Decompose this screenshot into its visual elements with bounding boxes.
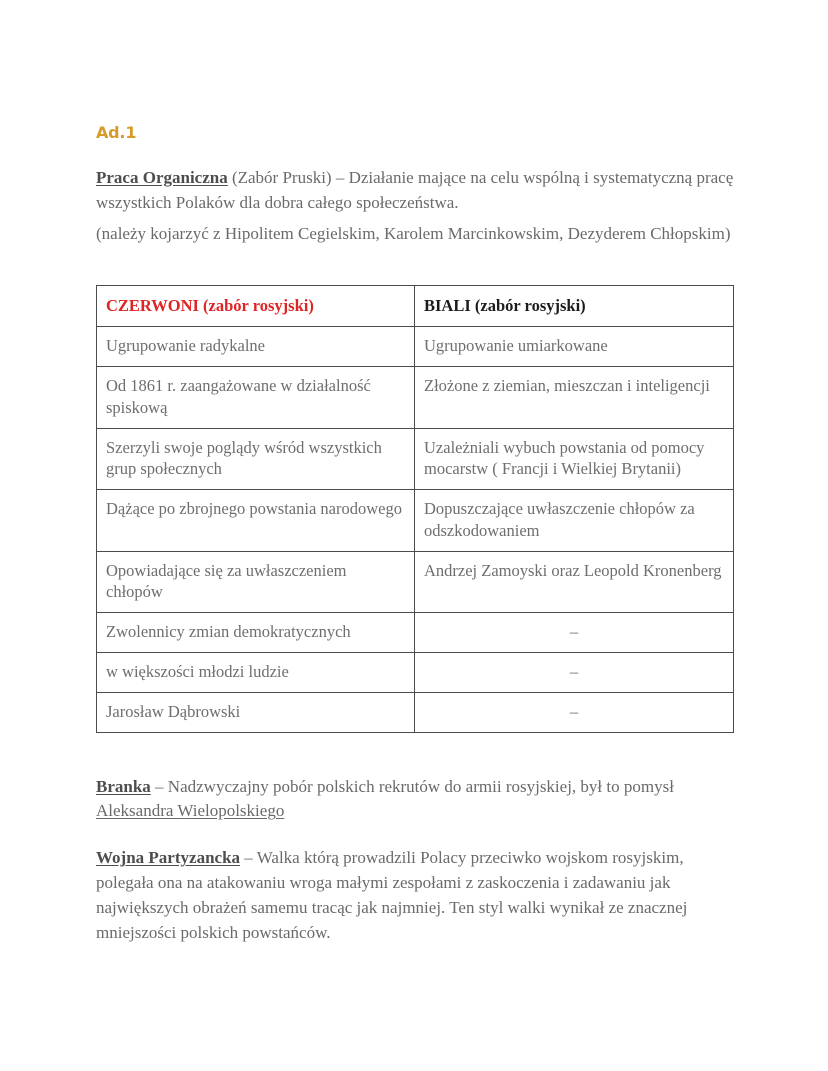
document-content	[96, 124, 736, 946]
section-heading-ad1: Ad.1	[96, 123, 137, 142]
bottom-definitions	[96, 775, 736, 947]
table-cell-left: Dążące po zbrojnego powstania narodowego	[97, 490, 415, 552]
table-cell-right: Dopuszczające uwłaszczenie chłopów za odszkodowaniem	[415, 490, 734, 552]
table-cell-right: Złożone z ziemian, mieszczan i inteligencji	[415, 367, 734, 429]
table-cell-right: –	[415, 692, 734, 732]
branka-person-name: Aleksandra Wielopolskiego	[96, 801, 285, 821]
table-cell-right: Ugrupowanie umiarkowane	[415, 327, 734, 367]
table-row	[97, 428, 734, 490]
table-row	[97, 613, 734, 653]
paragraph-praca-organiczna	[96, 166, 736, 216]
term-wojna-partyzancka: Wojna Partyzancka	[96, 848, 241, 868]
branka-definition: – Nadzwyczajny pobór polskich rekrutów do armii rosyjskiej, był to pomysł	[150, 776, 674, 796]
table-cell-left: Szerzyli swoje poglądy wśród wszystkich grup społecznych	[97, 428, 415, 490]
table-header-row	[97, 285, 734, 327]
paragraph-praca-organiczna-note: (należy kojarzyć z Hipolitem Cegielskim, Karolem Marcinkowskim, Dezyderem Chłopskim)	[96, 223, 731, 243]
table-cell-left: Jarosław Dąbrowski	[97, 692, 415, 732]
table-cell-left: w większości młodzi ludzie	[97, 652, 415, 692]
table-header-biali: BIALI (zabór rosyjski)	[415, 285, 734, 327]
table-row	[97, 551, 734, 613]
table-header-czerwoni: CZERWONI (zabór rosyjski)	[97, 285, 415, 327]
table-cell-right: –	[415, 613, 734, 653]
table-cell-left: Od 1861 r. zaangażowane w działalność spiskową	[97, 367, 415, 429]
praca-organiczna-definition: (Zabór Pruski) – Działanie mające na celu wspólną i systematyczną pracę wszystkich Polaków dla dobra całego społeczeństwa.	[96, 167, 734, 212]
table-cell-right: Andrzej Zamoyski oraz Leopold Kronenberg	[415, 551, 734, 613]
table-cell-left: Opowiadające się za uwłaszczeniem chłopów	[97, 551, 415, 613]
term-praca-organiczna: Praca Organiczna	[96, 167, 228, 187]
wojna-partyzancka-definition: – Walka którą prowadzili Polacy przeciwko wojskom rosyjskim, polegała ona na atakowaniu wroga małymi zespołami z zaskoczenia i zadawaniu jak największych obrażeń samemu tracąc jak najmniej. Ten styl walki wynikał ze znacznej mniejszości polskich powstańców.	[96, 848, 688, 943]
table-row	[97, 652, 734, 692]
table-row	[97, 327, 734, 367]
table-cell-left: Ugrupowanie radykalne	[97, 327, 415, 367]
table-cell-right: Uzależniali wybuch powstania od pomocy mocarstw ( Francji i Wielkiej Brytanii)	[415, 428, 734, 490]
table-row	[97, 490, 734, 552]
paragraph-wojna-partyzancka	[96, 846, 736, 946]
table-cell-left: Zwolennicy zmian demokratycznych	[97, 613, 415, 653]
table-row	[97, 367, 734, 429]
comparison-table	[96, 285, 734, 733]
paragraph-branka	[96, 775, 736, 825]
term-branka: Branka	[96, 776, 151, 796]
table-row	[97, 692, 734, 732]
table-cell-right: –	[415, 652, 734, 692]
